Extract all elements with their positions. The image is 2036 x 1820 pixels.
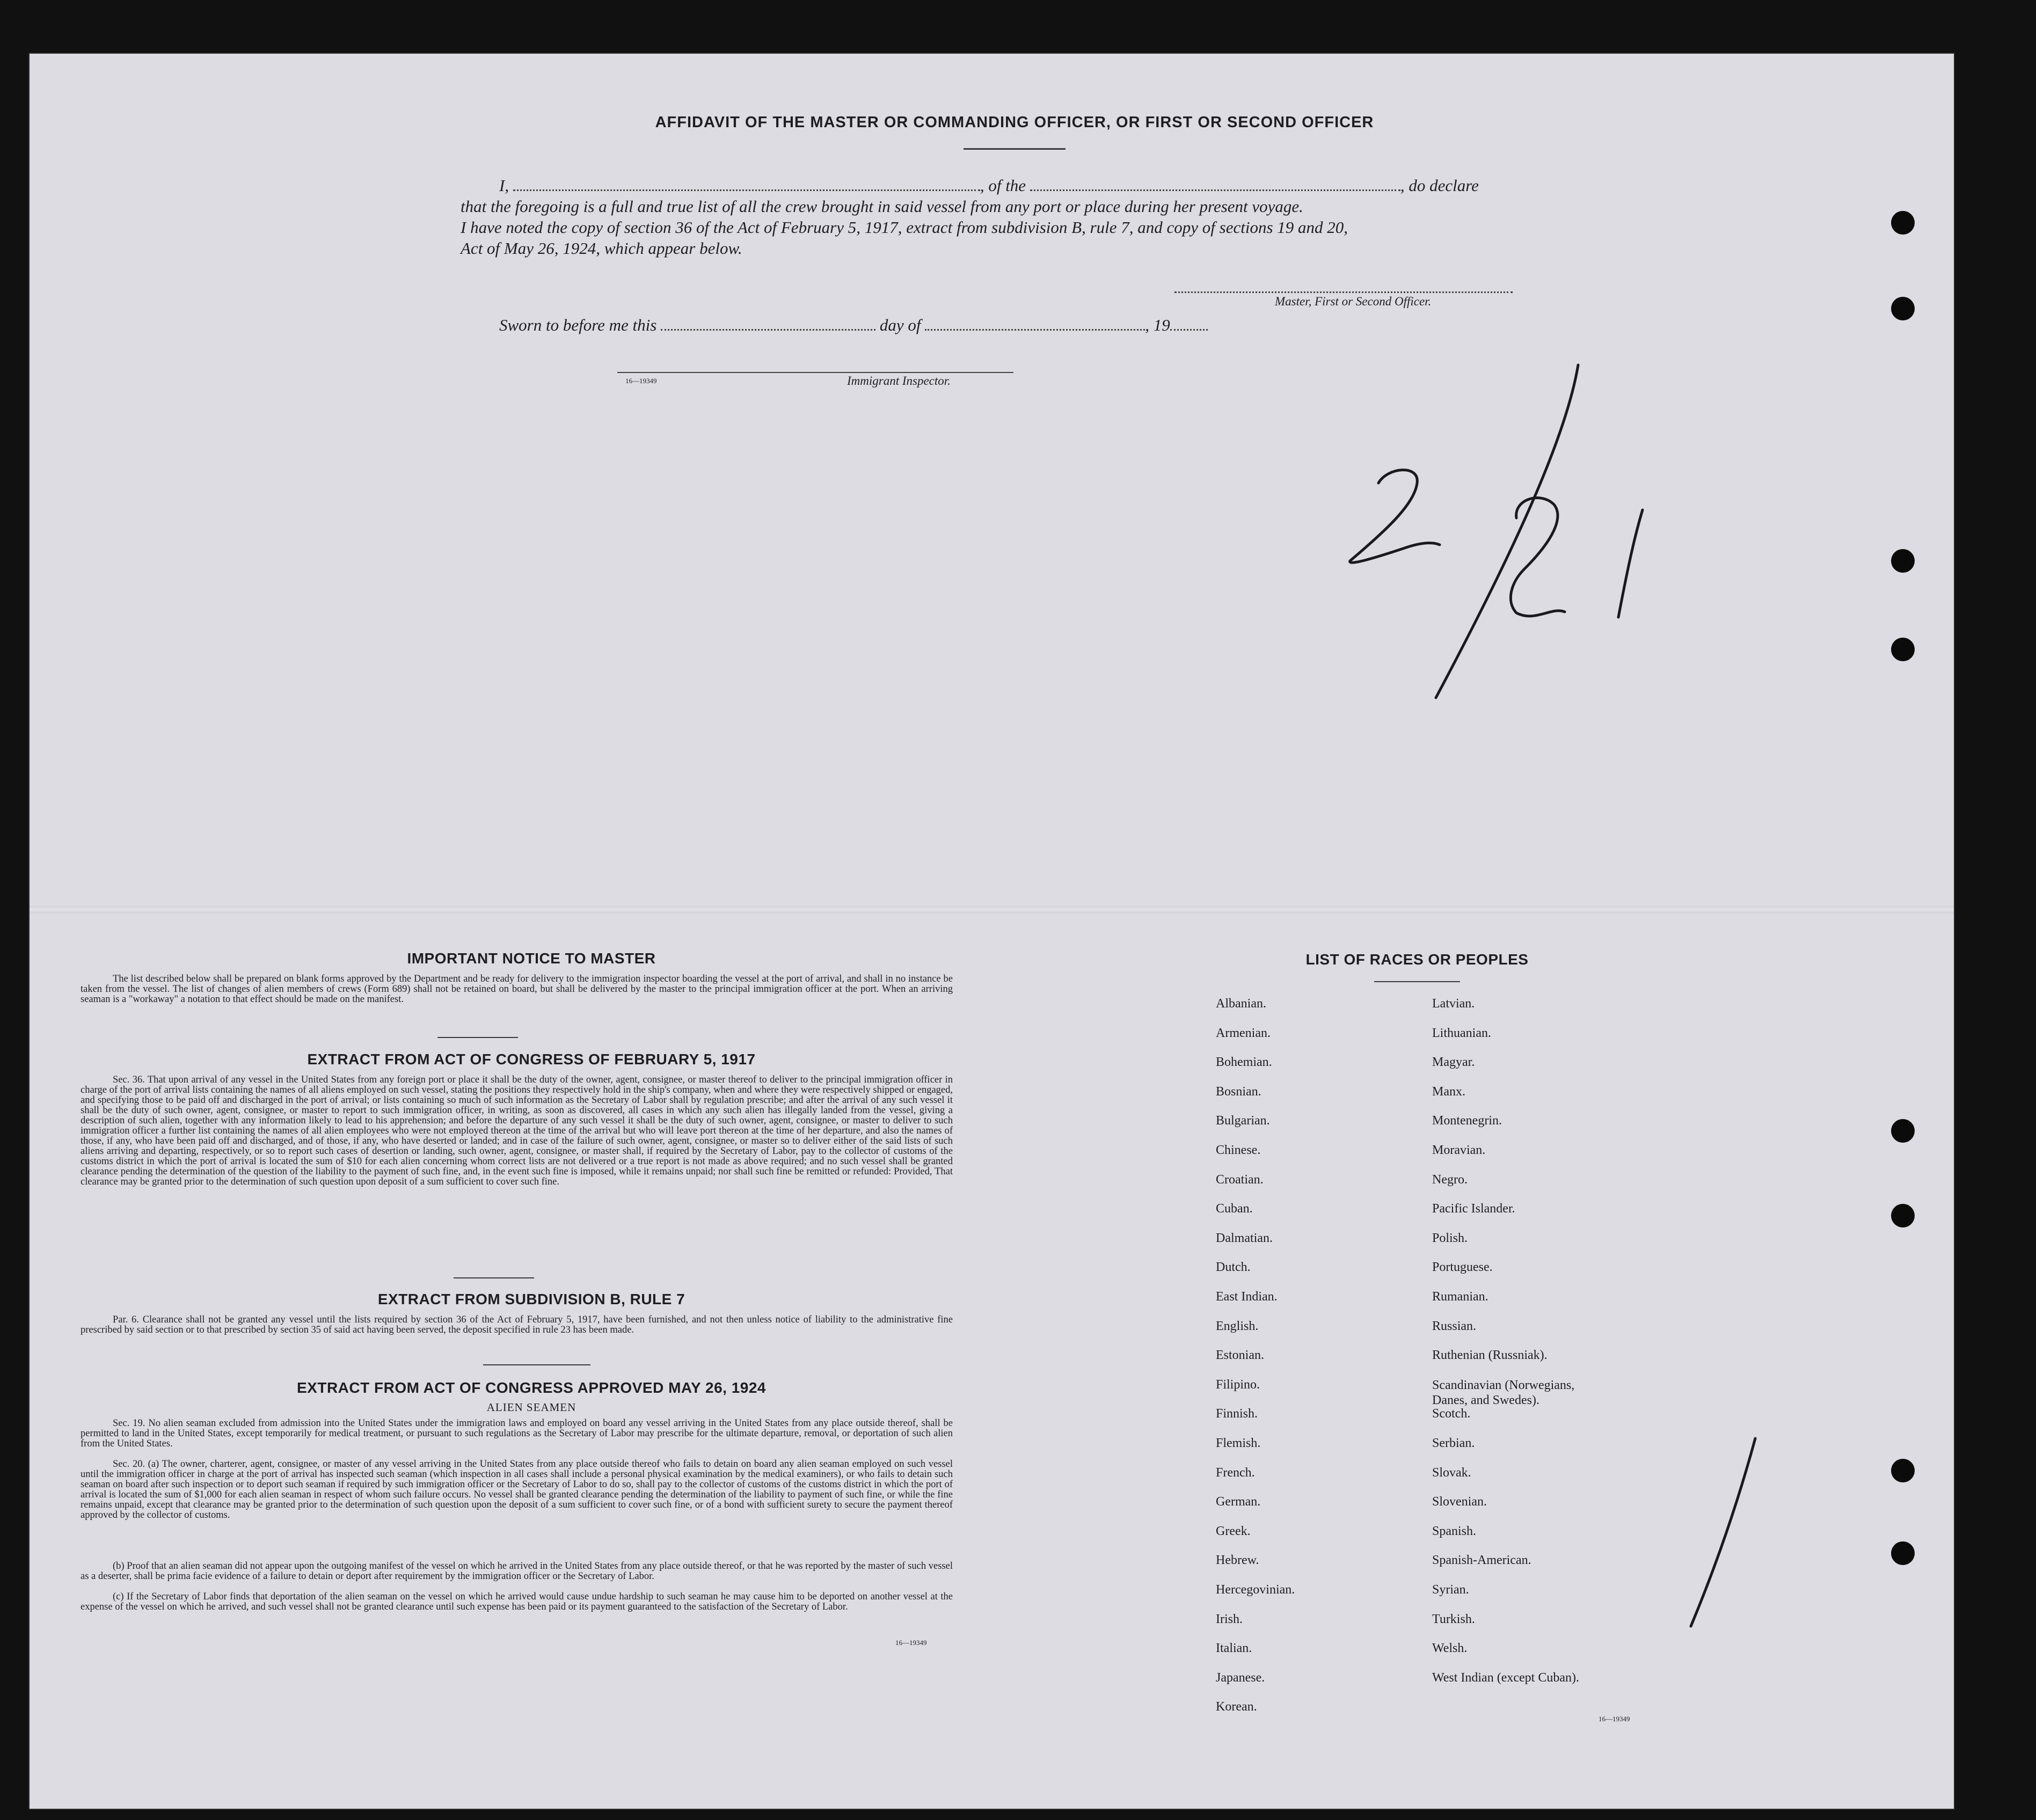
race-item: Slovak. xyxy=(1432,1465,1471,1480)
race-item: Montenegrin. xyxy=(1432,1114,1502,1128)
sworn-month-field[interactable] xyxy=(925,326,1145,331)
extract1-divider xyxy=(454,1277,534,1278)
sworn-line xyxy=(499,316,1208,335)
race-item: Bulgarian. xyxy=(1216,1114,1270,1128)
handwritten-date-mark xyxy=(1299,354,1685,719)
binder-hole xyxy=(1891,1119,1915,1143)
race-item: Portuguese. xyxy=(1432,1260,1493,1275)
binder-hole xyxy=(1891,549,1915,573)
race-item: Bosnian. xyxy=(1216,1084,1261,1099)
race-item: East Indian. xyxy=(1216,1290,1278,1304)
race-item: Irish. xyxy=(1216,1612,1243,1626)
race-item: Finnish. xyxy=(1216,1407,1258,1421)
i-label: I, xyxy=(499,176,509,195)
race-item: Manx. xyxy=(1432,1084,1465,1099)
sec19-text: Sec. 19. No alien seaman excluded from admission into the United States under the immigration laws and employed on board any vessel arriving in the United States from any place outside thereof, shall be permitted to land in the United States, except temporarily for medical treatment, or pursuant to such regulations as the Secretary of Labor may prescribe for the ultimate departure, removal, or deportation of such alien from the United States. xyxy=(81,1418,953,1449)
declaration-line-2: that the foregoing is a full and true list of all the crew brought in said vessel from any port or place during her present voyage. xyxy=(461,197,1303,216)
inspector-signature-label: Immigrant Inspector. xyxy=(847,374,951,388)
race-item: English. xyxy=(1216,1319,1259,1333)
race-item: Croatian. xyxy=(1216,1172,1264,1187)
notice-form-number: 16—19349 xyxy=(895,1639,927,1647)
sworn-year-field[interactable] xyxy=(1170,326,1208,331)
day-of-label: day of xyxy=(879,316,921,334)
race-item: Polish. xyxy=(1432,1231,1468,1245)
declaration-line-1 xyxy=(499,176,1535,195)
race-item: Turkish. xyxy=(1432,1612,1475,1626)
race-item: Lithuanian. xyxy=(1432,1026,1491,1040)
race-item: Japanese. xyxy=(1216,1670,1265,1685)
race-item: Pacific Islander. xyxy=(1432,1202,1515,1216)
race-item: Serbian. xyxy=(1432,1436,1475,1450)
master-signature-line[interactable] xyxy=(1174,291,1513,293)
race-item: Cuban. xyxy=(1216,1202,1253,1216)
sec20c-text: (c) If the Secretary of Labor finds that deportation of the alien seaman on the vessel on which he arrived would cause undue hardship to such seaman he may cause him to be deported on another vessel at the expense of the vessel on which he arrived, and such vessel shall not be granted clearance until such expense has been paid or its payment guaranteed to the satisfaction of the Secretary of Labor. xyxy=(81,1591,953,1612)
race-item: Greek. xyxy=(1216,1524,1251,1538)
sworn-label: Sworn to before me this xyxy=(499,316,657,334)
race-item: Hercegovinian. xyxy=(1216,1583,1295,1597)
binder-hole xyxy=(1891,1541,1915,1565)
race-item: Dutch. xyxy=(1216,1260,1251,1275)
race-item: Korean. xyxy=(1216,1700,1257,1714)
extract2-text: Par. 6. Clearance shall not be granted any vessel until the lists required by section 36 of the Act of February 5, 1917, have been furnished, and not then unless notice of liability to the administrative fine prescribed by said section or to that prescribed by section 35 of said act having been served, the deposit specified in rule 23 has been made. xyxy=(81,1314,953,1335)
declaration-line-3: I have noted the copy of section 36 of the Act of February 5, 1917, extract from subdivision B, rule 7, and copy of sections 19 and 20, xyxy=(461,218,1348,237)
race-item: Filipino. xyxy=(1216,1377,1260,1392)
affidavit-title: AFFIDAVIT OF THE MASTER OR COMMANDING OFFICER, OR FIRST OR SECOND OFFICER xyxy=(655,114,1374,131)
race-item: Chinese. xyxy=(1216,1143,1261,1157)
sworn-day-field[interactable] xyxy=(661,326,875,331)
race-item: Ruthenian (Russniak). xyxy=(1432,1348,1548,1363)
year-prefix-label: , 19 xyxy=(1145,316,1170,334)
extract2-divider xyxy=(483,1364,590,1365)
race-item: Welsh. xyxy=(1432,1641,1468,1656)
affidavit-form-number: 16—19349 xyxy=(625,377,657,385)
extract3-subtitle: ALIEN SEAMEN xyxy=(486,1401,576,1414)
binder-hole xyxy=(1891,211,1915,235)
race-item: Bohemian. xyxy=(1216,1055,1272,1070)
race-item: Flemish. xyxy=(1216,1436,1261,1450)
race-item: Slovenian. xyxy=(1432,1495,1487,1509)
races-divider xyxy=(1374,981,1460,982)
vessel-name-field[interactable] xyxy=(1030,186,1400,191)
race-item: West Indian (except Cuban). xyxy=(1432,1670,1579,1685)
race-item: Moravian. xyxy=(1432,1143,1486,1157)
race-item: Spanish-American. xyxy=(1432,1553,1531,1568)
binder-hole xyxy=(1891,638,1915,661)
sec20a-text: Sec. 20. (a) The owner, charterer, agent, consignee, or master of any vessel arriving in the United States from any place outside thereof who fails to detain on board any alien seaman employed on such vessel until the immigration officer in charge at the port of arrival has inspected such seaman (which inspection in all cases shall include a personal physical examination by the medical examiners), or who fails to detain such seaman on board after such inspection or to deport such seaman if required by such immigration officer or the Secretary of Labor to do so, shall pay to the collector of customs of the customs district in which the port of arrival is located the sum of $1,000 for each alien seaman in respect of whom such failure occurs. No vessel shall be granted clearance pending the determination of the liability to payment of such fine, or while the fine remains unpaid, except that clearance may be granted prior to the determination of such question upon the deposit of a sum sufficient to cover such fine, or of a bond with sufficient surety to secure the payment thereof approved by the collector of customs. xyxy=(81,1459,953,1521)
race-item: Hebrew. xyxy=(1216,1553,1259,1568)
binder-hole xyxy=(1891,1459,1915,1482)
race-item: Scandinavian (Norwegians, Danes, and Swedes). xyxy=(1432,1378,1575,1407)
extract1-text: Sec. 36. That upon arrival of any vessel in the United States from any foreign port or place it shall be the duty of the owner, agent, consignee, or master thereof to deliver to the principal immigration officer in charge of the port of arrival lists containing the names of all aliens employed on such vessel, stating the positions they respectively hold in the ship's company, when and where they were respectively shipped or engaged, and specifying those to be paid off and discharged in the port of arrival; or lists containing so much of such information as the Secretary of Labor shall by regulation prescribe; and after the arrival of any such vessel it shall be the duty of such owner, agent, consignee, or master to report to such immigration officer, in writing, as soon as discovered, all cases in which any such alien has illegally landed from the vessel, giving a description of such alien, together with any information likely to lead to his apprehension; and before the departure of any such vessel it shall be the duty of such owner, agent, consignee, or master to deliver to such immigration officer a further list containing the names of all alien employees who were not employed thereon at the time of the arrival but who will leave port thereon at the time of her departure, and also the names of those, if any, who have been paid off and discharged, and of those, if any, who have deserted or landed; and in case of the failure of such owner, agent, consignee, or master so to deliver either of the said lists of such aliens arriving and departing, respectively, or so to report such cases of desertion or landing, such owner, agent, consignee, or master shall, if required by the Secretary of Labor, pay to the collector of customs of the customs district in which the port of arrival is located the sum of $10 for each alien concerning whom correct lists are not delivered or a true report is not made as above required; and no such vessel shall be granted clearance pending the determination of the question of the liability to the payment of such fine, and, in the event such fine is imposed, while it remains unpaid; nor shall such fine be remitted or refunded: Provided, That clearance may be granted prior to the determination of such question upon deposit of a sum sufficient to cover such fine. xyxy=(81,1075,953,1187)
page-fold xyxy=(30,906,1954,913)
race-item: Rumanian. xyxy=(1432,1290,1488,1304)
race-item: Albanian. xyxy=(1216,997,1266,1011)
declaration-line-4: Act of May 26, 1924, which appear below. xyxy=(461,239,742,258)
race-item: Negro. xyxy=(1432,1172,1468,1187)
race-item: German. xyxy=(1216,1495,1261,1509)
race-item: Spanish. xyxy=(1432,1524,1477,1538)
races-title: LIST OF RACES OR PEOPLES xyxy=(1305,951,1529,968)
binder-hole xyxy=(1891,1204,1915,1227)
inspector-signature-line[interactable] xyxy=(617,372,1013,373)
race-item: Latvian. xyxy=(1432,997,1475,1011)
master-signature-label: Master, First or Second Officer. xyxy=(1275,295,1432,308)
race-item: Armenian. xyxy=(1216,1026,1271,1040)
race-item: Dalmatian. xyxy=(1216,1231,1273,1245)
race-item: Syrian. xyxy=(1432,1583,1469,1597)
extract3-title: EXTRACT FROM ACT OF CONGRESS APPROVED MAY 26, 1924 xyxy=(297,1379,766,1396)
master-name-field[interactable] xyxy=(513,186,980,191)
handwritten-tally-mark xyxy=(1680,1428,1766,1632)
do-declare-label: , do declare xyxy=(1400,176,1479,195)
binder-hole xyxy=(1891,297,1915,320)
extract2-title: EXTRACT FROM SUBDIVISION B, RULE 7 xyxy=(377,1291,685,1307)
race-item: Russian. xyxy=(1432,1319,1477,1333)
race-item: Magyar. xyxy=(1432,1055,1475,1070)
notice-title: IMPORTANT NOTICE TO MASTER xyxy=(407,950,656,967)
race-item: Scotch. xyxy=(1432,1407,1471,1421)
of-the-label: , of the xyxy=(980,176,1026,195)
notice-divider xyxy=(437,1037,518,1038)
sec20b-text: (b) Proof that an alien seaman did not appear upon the outgoing manifest of the vessel on which he arrived in the United States from any place outside thereof, or that he was reported by the master of such vessel as a deserter, shall be prima facie evidence of a failure to detain or deport after requirement by the immigration officer or the Secretary of Labor. xyxy=(81,1561,953,1582)
notice-text: The list described below shall be prepared on blank forms approved by the Department and be ready for delivery to the immigration inspector boarding the vessel at the port of arrival, and shall in no instance be taken from the vessel. The list of changes of alien members of crews (Form 689) shall not be retained on board, but shall be delivered by the master to the principal immigration officer at the port. When an arriving seaman is a "workaway" a notation to that effect should be made on the manifest. xyxy=(81,974,953,1005)
race-item: Estonian. xyxy=(1216,1348,1264,1363)
races-form-number: 16—19349 xyxy=(1599,1715,1630,1723)
extract1-title: EXTRACT FROM ACT OF CONGRESS OF FEBRUARY 5, 1917 xyxy=(307,1051,756,1068)
race-item: Italian. xyxy=(1216,1641,1252,1656)
title-divider xyxy=(964,148,1066,150)
race-item: French. xyxy=(1216,1465,1255,1480)
